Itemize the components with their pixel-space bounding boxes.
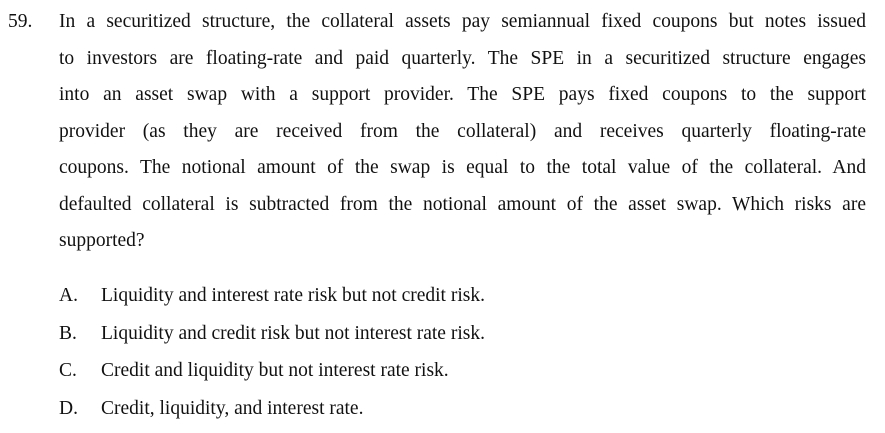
option-letter: D. xyxy=(59,397,78,419)
question-stem-line: defaulted collateral is subtracted from the notional amount of the asset swap. Which risks are xyxy=(59,193,866,215)
question-stem-line: provider (as they are received from the collateral) and receives quarterly floating-rate xyxy=(59,120,866,142)
question-stem-line: into an asset swap with a support provider. The SPE pays fixed coupons to the support xyxy=(59,84,866,105)
option-text: Liquidity and interest rate risk but not credit risk. xyxy=(101,285,485,306)
option-text: Liquidity and credit risk but not interest rate risk. xyxy=(101,322,485,344)
question-stem-line: to investors are floating-rate and paid quarterly. The SPE in a securitized structure engages xyxy=(59,47,866,69)
question-number: 59. xyxy=(8,11,33,32)
option-text: Credit and liquidity but not interest rate risk. xyxy=(101,360,449,381)
answer-option-b xyxy=(59,315,485,353)
question-stem-line: supported? xyxy=(59,230,145,251)
answer-option-c xyxy=(59,352,485,390)
option-letter: B. xyxy=(59,322,77,344)
question-stem-line: coupons. The notional amount of the swap is equal to the total value of the collateral. And xyxy=(59,157,866,178)
option-letter: A. xyxy=(59,285,78,306)
option-text: Credit, liquidity, and interest rate. xyxy=(101,397,364,419)
option-letter: C. xyxy=(59,360,77,381)
question-stem xyxy=(59,4,866,260)
answer-option-d xyxy=(59,390,485,428)
question-stem-line: In a securitized structure, the collateral assets pay semiannual fixed coupons but notes issued xyxy=(59,11,866,32)
answer-options xyxy=(59,277,485,427)
answer-option-a xyxy=(59,277,485,315)
